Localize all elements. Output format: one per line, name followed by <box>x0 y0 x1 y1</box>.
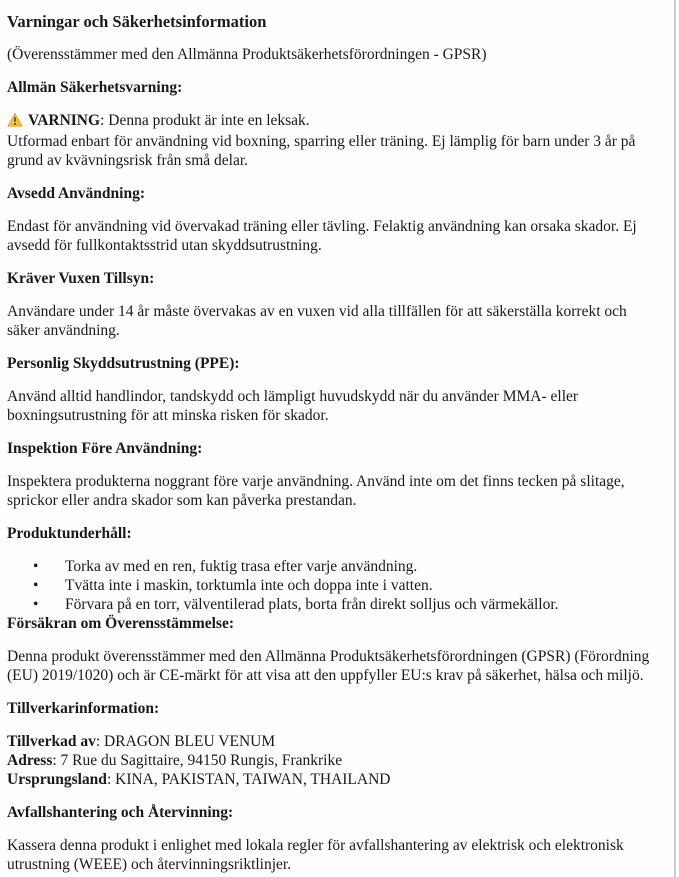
gpsr-subtitle: (Överensstämmer med den Allmänna Produktsäkerhetsförordningen - GPSR) <box>7 46 487 63</box>
maintenance-item-text: Förvara på en torr, välventilerad plats, borta från direkt solljus och värmekällor. <box>65 596 559 613</box>
manufacturer-made-by-line <box>7 732 663 751</box>
maintenance-item-text: Tvätta inte i maskin, torktumla inte och doppa inte i vatten. <box>65 577 433 594</box>
heading-general-safety-warning: Allmän Säkerhetsvarning: <box>7 79 183 96</box>
heading-ppe: Personlig Skyddsutrustning (PPE): <box>7 355 240 372</box>
conformity-text: Denna produkt överensstämmer med den Allmänna Produktsäkerhetsförordningen (GPSR) (Förordning (EU) 2019/1020) och är CE-märkt för att visa att den uppfyller EU:s krav på säkerhet, hälsa och miljö. <box>7 648 650 684</box>
heading-maintenance: Produktunderhåll: <box>7 525 132 542</box>
list-item <box>33 557 663 576</box>
warning-triangle-icon <box>7 113 23 132</box>
adult-supervision-text: Användare under 14 år måste övervakas av en vuxen vid alla tillfällen för att säkerställa korrekt och säker användning. <box>7 303 627 339</box>
maintenance-item-text: Torka av med en ren, fuktig trasa efter varje användning. <box>65 558 418 575</box>
heading-inspection: Inspektion Före Användning: <box>7 440 203 457</box>
ppe-text: Använd alltid handlindor, tandskydd och lämpligt huvudskydd när du använder MMA- eller boxningsutrustning för att minska risken för skador. <box>7 388 579 424</box>
origin-label: Ursprungsland <box>7 771 107 788</box>
heading-disposal: Avfallshantering och Återvinning: <box>7 804 234 821</box>
heading-adult-supervision: Kräver Vuxen Tillsyn: <box>7 270 155 287</box>
disposal-text: Kassera denna produkt i enlighet med lokala regler för avfallshantering av elektrisk och elektronisk utrustning (WEEE) och återvinningsriktlinjer. <box>7 837 624 873</box>
inspection-text: Inspektera produkterna noggrant före varje användning. Använd inte om det finns tecken på slitage, sprickor eller andra skador som kan påverka prestandan. <box>7 473 625 509</box>
address-value: : 7 Rue du Sagittaire, 94150 Rungis, Frankrike <box>52 752 343 769</box>
heading-intended-use: Avsedd Användning: <box>7 185 145 202</box>
list-item <box>33 576 663 595</box>
intended-use-text: Endast för användning vid övervakad träning eller tävling. Felaktig användning kan orsaka skador. Ej avsedd för fullkontaktsstrid utan skyddsutrustning. <box>7 218 637 254</box>
manufacturer-details <box>7 732 663 789</box>
safety-document <box>7 12 663 874</box>
maintenance-list <box>7 557 663 614</box>
list-item <box>33 595 663 614</box>
warning-paragraph <box>7 111 663 170</box>
address-label: Adress <box>7 752 53 769</box>
heading-manufacturer-info: Tillverkarinformation: <box>7 700 160 717</box>
made-by-value: : DRAGON BLEU VENUM <box>95 733 276 750</box>
page-edge-line <box>674 0 676 877</box>
warning-body-text: Utformad enbart för användning vid boxning, sparring eller träning. Ej lämplig för barn under 3 år på grund av kvävningsrisk från små delar. <box>7 133 636 169</box>
made-by-label: Tillverkad av <box>7 733 96 750</box>
origin-value: : KINA, PAKISTAN, TAIWAN, THAILAND <box>106 771 391 788</box>
warning-label: VARNING <box>28 112 101 129</box>
manufacturer-origin-line <box>7 770 663 789</box>
heading-conformity: Försäkran om Överensstämmelse: <box>7 615 235 632</box>
page-title: Varningar och Säkerhetsinformation <box>7 12 267 31</box>
manufacturer-address-line <box>7 751 663 770</box>
warning-lead-text: : Denna produkt är inte en leksak. <box>100 112 310 129</box>
